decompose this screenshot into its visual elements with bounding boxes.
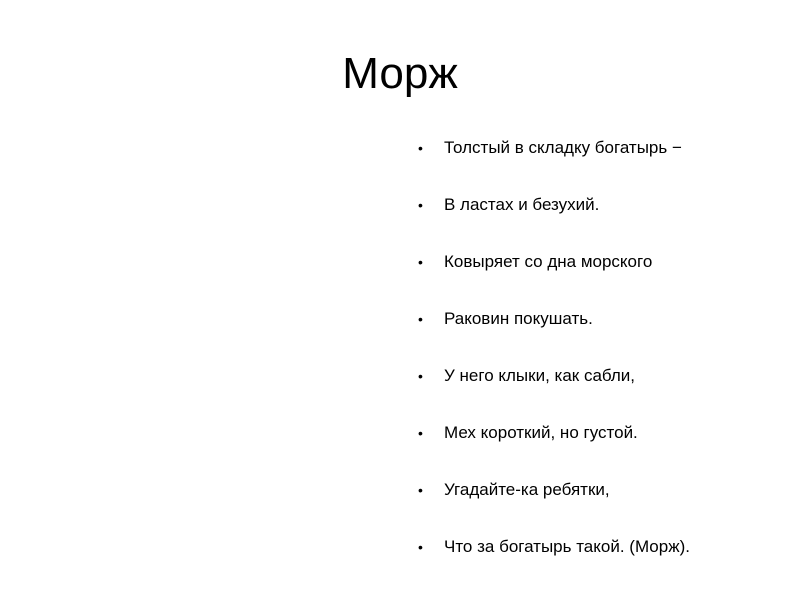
- poem-line-text: У него клыки, как сабли,: [444, 366, 636, 385]
- bullet-icon: •: [418, 425, 423, 441]
- poem-line: [418, 248, 788, 276]
- poem-line-text: Угадайте-ка ребятки,: [444, 480, 610, 499]
- poem-line-text: Раковин покушать.: [444, 309, 593, 328]
- poem-line-text: Ковыряет со дна морского: [444, 252, 653, 271]
- poem-line-text: В ластах и безухий.: [444, 195, 600, 214]
- bullet-icon: •: [418, 311, 423, 327]
- poem-line: [418, 191, 788, 219]
- poem-line: [418, 533, 788, 561]
- poem-line: [418, 134, 788, 162]
- bullet-icon: •: [418, 482, 423, 498]
- bullet-icon: •: [418, 254, 423, 270]
- bullet-icon: •: [418, 539, 423, 555]
- poem-line: [418, 419, 788, 447]
- poem-line: [418, 476, 788, 504]
- bullet-icon: •: [418, 368, 423, 384]
- bullet-icon: •: [418, 197, 423, 213]
- slide-title: Морж: [342, 49, 458, 98]
- poem-list: [418, 134, 788, 590]
- poem-line: [418, 305, 788, 333]
- poem-line-text: Что за богатырь такой. (Морж).: [444, 537, 690, 556]
- poem-line-text: Мех короткий, но густой.: [444, 423, 638, 442]
- poem-line: [418, 362, 788, 390]
- poem-line-text: Толстый в складку богатырь −: [444, 138, 682, 157]
- bullet-icon: •: [418, 140, 423, 156]
